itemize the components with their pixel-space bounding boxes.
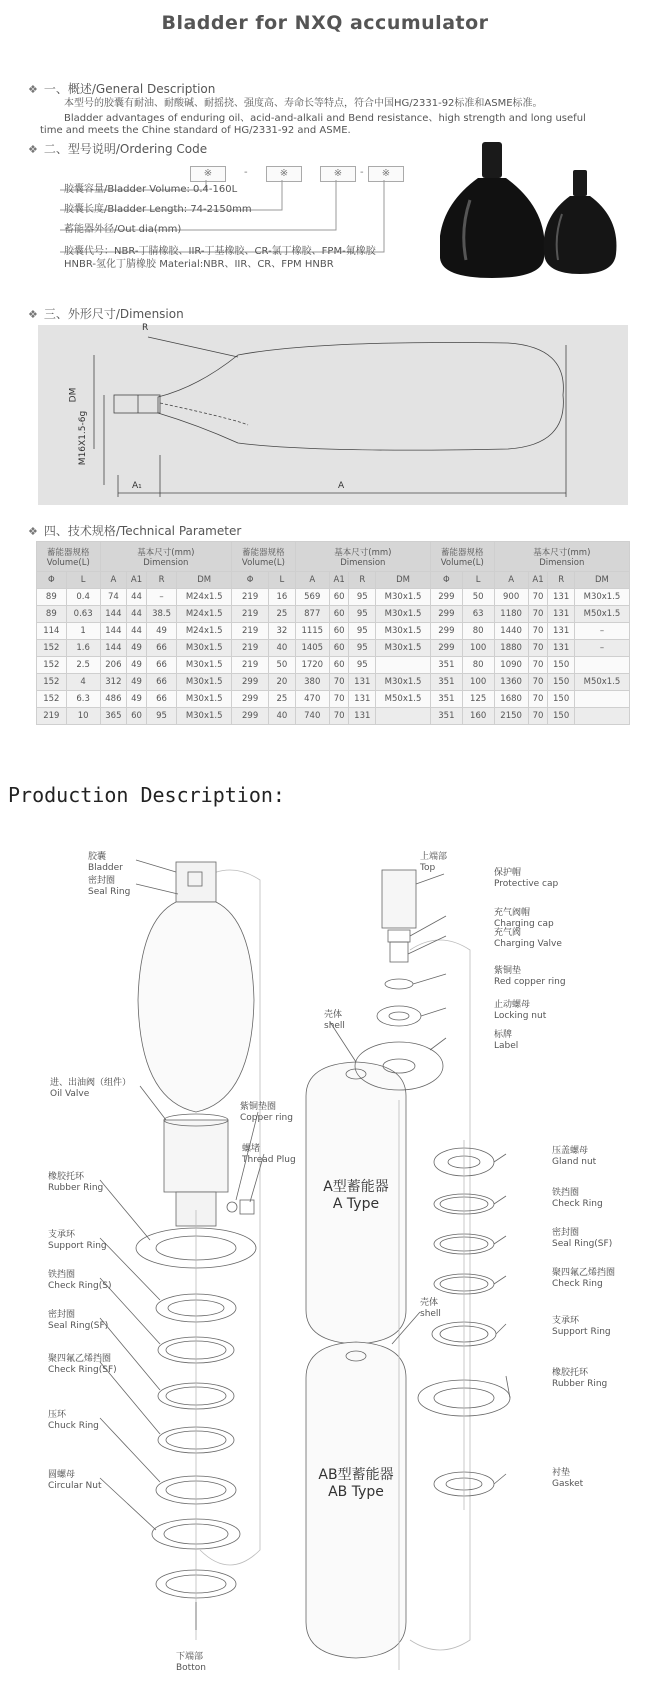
- dim-a-label: A: [338, 481, 345, 491]
- table-cell: 131: [349, 691, 376, 708]
- col-a: A: [295, 572, 329, 589]
- table-cell: 0.4: [66, 589, 100, 606]
- table-cell: M24x1.5: [177, 606, 232, 623]
- table-cell: 4: [66, 674, 100, 691]
- table-cell: 49: [127, 674, 147, 691]
- label-seal-ring-sf-r: 密封圈 Seal Ring(SF): [552, 1228, 613, 1249]
- diamond-bullet-icon: ❖: [28, 525, 38, 538]
- table-row: [37, 640, 630, 657]
- table-cell: 70: [528, 674, 548, 691]
- table-cell: M30x1.5: [574, 589, 629, 606]
- table-cell: M30x1.5: [177, 640, 232, 657]
- table-cell: 486: [100, 691, 127, 708]
- table-cell: 1880: [494, 640, 528, 657]
- table-cell: 1360: [494, 674, 528, 691]
- label-shell-ab: 壳体 shell: [420, 1298, 441, 1319]
- table-cell: 74: [100, 589, 127, 606]
- label-support-ring-r: 支承环 Support Ring: [552, 1316, 611, 1337]
- table-cell: 152: [37, 640, 67, 657]
- table-group-header: [37, 542, 630, 572]
- table-cell: 2.5: [66, 657, 100, 674]
- label-red-copper-ring: 紫铜垫 Red copper ring: [494, 966, 566, 987]
- dim-m16-label: M16X1.5-6g: [78, 410, 89, 466]
- label-check-ring-s: 铁挡圈 Check Ring(S): [48, 1270, 112, 1291]
- table-cell: 152: [37, 657, 67, 674]
- group-dim: 基本尺寸(mm) Dimension: [295, 542, 430, 572]
- table-row: [37, 606, 630, 623]
- label-check-ring-r: 铁挡圈 Check Ring: [552, 1188, 603, 1209]
- table-cell: M30x1.5: [376, 623, 431, 640]
- diamond-bullet-icon: ❖: [28, 308, 38, 321]
- table-cell: 152: [37, 691, 67, 708]
- table-cell: 66: [146, 640, 176, 657]
- table-cell: 299: [430, 606, 462, 623]
- col-r: R: [548, 572, 575, 589]
- label-protective-cap: 保护帽 Protective cap: [494, 868, 559, 889]
- table-cell: M30x1.5: [376, 606, 431, 623]
- table-cell: 351: [430, 657, 462, 674]
- general-en-text-1: Bladder advantages of enduring oil、acid-and-alkali and Bend resistance、high strength and long useful: [64, 113, 586, 124]
- table-cell: 20: [269, 674, 296, 691]
- table-cell: 40: [269, 708, 296, 725]
- ordering-outdia: 蓄能器外径/Out dia(mm): [64, 224, 182, 235]
- table-cell: 1720: [295, 657, 329, 674]
- dim-a1-label: A₁: [132, 481, 142, 491]
- table-cell: 299: [430, 623, 462, 640]
- label-circular-nut: 圆螺母 Circular Nut: [48, 1470, 102, 1491]
- table-cell: 160: [462, 708, 494, 725]
- production-heading: Production Description:: [8, 783, 285, 807]
- table-cell: M50x1.5: [574, 674, 629, 691]
- table-cell: M30x1.5: [177, 674, 232, 691]
- table-cell: 89: [37, 589, 67, 606]
- group-vol: 蓄能器规格 Volume(L): [232, 542, 296, 572]
- table-cell: 60: [329, 606, 349, 623]
- dimension-drawing-panel: [38, 325, 628, 505]
- ab-type-label: AB型蓄能器 AB Type: [318, 1467, 394, 1500]
- col-phi: Φ: [430, 572, 462, 589]
- table-cell: 144: [100, 606, 127, 623]
- col-dm: DM: [574, 572, 629, 589]
- label-rubber-ring: 橡胶托环 Rubber Ring: [48, 1172, 104, 1193]
- table-cell: [376, 708, 431, 725]
- table-cell: 10: [66, 708, 100, 725]
- table-row: [37, 589, 630, 606]
- table-cell: 219: [232, 640, 269, 657]
- group-vol: 蓄能器规格 Volume(L): [37, 542, 101, 572]
- label-seal-ring-sf: 密封圈 Seal Ring(SF): [48, 1310, 109, 1331]
- table-cell: 219: [232, 589, 269, 606]
- label-shell-a: 壳体 shell: [324, 1010, 345, 1031]
- table-cell: M30x1.5: [376, 640, 431, 657]
- table-cell: 219: [37, 708, 67, 725]
- ordering-code-2: HNBR-氢化丁腈橡胶 Material:NBR、IIR、CR、FPM HNBR: [64, 259, 334, 270]
- table-cell: 1680: [494, 691, 528, 708]
- group-dim: 基本尺寸(mm) Dimension: [494, 542, 629, 572]
- dimension-heading: ❖ 三、外形尺寸/Dimension: [28, 307, 184, 321]
- table-cell: 70: [528, 589, 548, 606]
- table-cell: 1.6: [66, 640, 100, 657]
- ordering-length: 胶囊长度/Bladder Length: 74-2150mm: [64, 204, 252, 215]
- code-box-material: ※: [368, 166, 404, 182]
- table-cell: 49: [146, 623, 176, 640]
- table-cell: 1440: [494, 623, 528, 640]
- table-cell: 60: [329, 640, 349, 657]
- table-cell: 70: [528, 657, 548, 674]
- label-seal-ring: 密封圈 Seal Ring: [88, 876, 131, 897]
- table-cell: M30x1.5: [376, 674, 431, 691]
- table-cell: –: [574, 623, 629, 640]
- table-cell: 1180: [494, 606, 528, 623]
- label-copper-ring: 紫铜垫圈 Copper ring: [240, 1102, 293, 1123]
- table-cell: 95: [349, 623, 376, 640]
- col-dm: DM: [376, 572, 431, 589]
- table-cell: 70: [528, 606, 548, 623]
- table-cell: 125: [462, 691, 494, 708]
- label-rubber-ring-r: 橡胶托环 Rubber Ring: [552, 1368, 608, 1389]
- table-cell: 131: [548, 623, 575, 640]
- table-cell: 44: [127, 623, 147, 640]
- table-cell: 49: [127, 657, 147, 674]
- table-cell: 131: [548, 640, 575, 657]
- table-cell: [574, 657, 629, 674]
- table-cell: 50: [462, 589, 494, 606]
- table-cell: 0.63: [66, 606, 100, 623]
- table-cell: 70: [329, 708, 349, 725]
- diamond-bullet-icon: ❖: [28, 143, 38, 156]
- table-cell: 70: [528, 623, 548, 640]
- general-en-text-2: time and meets the Chine standard of HG/2331-92 and ASME.: [40, 125, 351, 136]
- label-charging-valve: 充气阀 Charging Valve: [494, 928, 562, 949]
- table-cell: 80: [462, 657, 494, 674]
- table-cell: 219: [232, 623, 269, 640]
- general-cn-text: 本型号的胶囊有耐油、耐酸碱、耐摇挠、强度高、寿命长等特点，符合中国HG/2331-92标准和ASME标准。: [64, 98, 543, 109]
- label-gland-nut: 压盖螺母 Gland nut: [552, 1146, 597, 1167]
- table-cell: M24x1.5: [177, 589, 232, 606]
- table-cell: 70: [528, 691, 548, 708]
- bladder-photo: [440, 140, 630, 280]
- code-box-length: ※: [266, 166, 302, 182]
- table-cell: 100: [462, 640, 494, 657]
- table-cell: 95: [349, 657, 376, 674]
- table-cell: 131: [349, 708, 376, 725]
- col-a: A: [100, 572, 127, 589]
- table-cell: 1090: [494, 657, 528, 674]
- technical-table-wrap: [36, 541, 630, 725]
- table-row: [37, 623, 630, 640]
- label-botton: 下端部 Botton: [176, 1652, 206, 1673]
- table-cell: 144: [100, 640, 127, 657]
- table-cell: 66: [146, 674, 176, 691]
- code-box-outdia: ※: [320, 166, 356, 182]
- table-cell: –: [574, 640, 629, 657]
- table-cell: 95: [146, 708, 176, 725]
- table-cell: 219: [232, 657, 269, 674]
- table-cell: 299: [232, 708, 269, 725]
- table-cell: 95: [349, 589, 376, 606]
- table-cell: 569: [295, 589, 329, 606]
- table-cell: 152: [37, 674, 67, 691]
- group-vol: 蓄能器规格 Volume(L): [430, 542, 494, 572]
- dim-r-label: R: [142, 323, 149, 333]
- table-cell: 100: [462, 674, 494, 691]
- table-cell: 150: [548, 708, 575, 725]
- table-cell: 95: [349, 640, 376, 657]
- col-phi: Φ: [37, 572, 67, 589]
- table-cell: 44: [127, 606, 147, 623]
- table-column-header: [37, 572, 630, 589]
- table-cell: 16: [269, 589, 296, 606]
- label-label: 标牌 Label: [494, 1030, 519, 1051]
- label-gasket: 衬垫 Gasket: [552, 1468, 584, 1489]
- code-dash: -: [244, 167, 248, 178]
- group-dim: 基本尺寸(mm) Dimension: [100, 542, 232, 572]
- table-cell: [376, 657, 431, 674]
- table-cell: 6.3: [66, 691, 100, 708]
- col-l: L: [66, 572, 100, 589]
- col-phi: Φ: [232, 572, 269, 589]
- col-a1: A1: [329, 572, 349, 589]
- col-r: R: [146, 572, 176, 589]
- table-cell: 150: [548, 674, 575, 691]
- label-thread-plug: 螺堵 Thread Plug: [242, 1144, 296, 1165]
- table-cell: 299: [430, 640, 462, 657]
- table-cell: 877: [295, 606, 329, 623]
- table-cell: 351: [430, 691, 462, 708]
- table-cell: 740: [295, 708, 329, 725]
- table-cell: M30x1.5: [177, 691, 232, 708]
- table-cell: 365: [100, 708, 127, 725]
- col-l: L: [462, 572, 494, 589]
- table-cell: M50x1.5: [376, 691, 431, 708]
- label-check-ring-sf: 聚四氟乙烯挡圈 Check Ring(SF): [48, 1354, 117, 1375]
- label-locking-nut: 止动螺母 Locking nut: [494, 1000, 547, 1021]
- label-support-ring: 支承环 Support Ring: [48, 1230, 107, 1251]
- table-cell: [574, 691, 629, 708]
- table-cell: 60: [329, 657, 349, 674]
- label-bladder: 胶囊 Bladder: [88, 852, 123, 873]
- col-a1: A1: [127, 572, 147, 589]
- table-cell: 32: [269, 623, 296, 640]
- table-cell: 1405: [295, 640, 329, 657]
- ordering-code-1: 胶囊代号：NBR-丁腈橡胶、IIR-丁基橡胶、CR-氯丁橡胶、FPM-氟橡胶: [64, 246, 376, 257]
- col-r: R: [349, 572, 376, 589]
- table-cell: 80: [462, 623, 494, 640]
- label-charging-cap: 充气阀帽 Charging cap: [494, 908, 554, 929]
- table-row: [37, 691, 630, 708]
- table-cell: –: [146, 589, 176, 606]
- table-cell: M30x1.5: [177, 657, 232, 674]
- table-cell: 25: [269, 691, 296, 708]
- table-cell: 49: [127, 691, 147, 708]
- page-title: Bladder for NXQ accumulator: [161, 12, 489, 34]
- ordering-volume: 胶囊容量/Bladder Volume: 0.4-160L: [64, 184, 238, 195]
- diamond-bullet-icon: ❖: [28, 83, 38, 96]
- table-cell: [574, 708, 629, 725]
- table-cell: 470: [295, 691, 329, 708]
- table-cell: 312: [100, 674, 127, 691]
- table-cell: 40: [269, 640, 296, 657]
- table-cell: 60: [329, 589, 349, 606]
- bladder-dimension-drawing: [38, 325, 628, 505]
- table-row: [37, 708, 630, 725]
- table-cell: 89: [37, 606, 67, 623]
- code-box-volume: ※: [190, 166, 226, 182]
- table-cell: 66: [146, 691, 176, 708]
- table-cell: 380: [295, 674, 329, 691]
- table-cell: 44: [127, 589, 147, 606]
- label-oil-valve: 进、出油阀（组件） Oil Valve: [50, 1078, 132, 1099]
- table-cell: 2150: [494, 708, 528, 725]
- table-cell: 95: [349, 606, 376, 623]
- table-cell: 50: [269, 657, 296, 674]
- table-cell: 206: [100, 657, 127, 674]
- table-cell: 60: [127, 708, 147, 725]
- table-cell: 144: [100, 623, 127, 640]
- table-cell: 131: [548, 606, 575, 623]
- table-cell: 299: [232, 674, 269, 691]
- table-cell: 66: [146, 657, 176, 674]
- table-cell: 70: [329, 674, 349, 691]
- table-row: [37, 674, 630, 691]
- table-cell: 63: [462, 606, 494, 623]
- table-cell: 60: [329, 623, 349, 640]
- table-cell: M30x1.5: [177, 708, 232, 725]
- table-cell: 114: [37, 623, 67, 640]
- col-dm: DM: [177, 572, 232, 589]
- table-row: [37, 657, 630, 674]
- table-cell: 70: [329, 691, 349, 708]
- table-cell: 38.5: [146, 606, 176, 623]
- technical-heading: ❖ 四、技术规格/Technical Parameter: [28, 524, 242, 538]
- table-cell: M30x1.5: [376, 589, 431, 606]
- table-cell: 299: [232, 691, 269, 708]
- table-cell: 1115: [295, 623, 329, 640]
- label-chuck-ring: 压环 Chuck Ring: [48, 1410, 99, 1431]
- table-cell: 150: [548, 657, 575, 674]
- table-cell: 900: [494, 589, 528, 606]
- a-type-label: A型蓄能器 A Type: [323, 1179, 389, 1212]
- table-cell: 70: [528, 708, 548, 725]
- table-cell: 150: [548, 691, 575, 708]
- table-cell: M50x1.5: [574, 606, 629, 623]
- table-cell: 351: [430, 674, 462, 691]
- dim-dm-label: DM: [68, 387, 79, 403]
- table-cell: 351: [430, 708, 462, 725]
- table-cell: 25: [269, 606, 296, 623]
- table-cell: 131: [349, 674, 376, 691]
- label-top: 上端部 Top: [420, 852, 448, 873]
- col-a: A: [494, 572, 528, 589]
- col-l: L: [269, 572, 296, 589]
- table-cell: 219: [232, 606, 269, 623]
- table-cell: 131: [548, 589, 575, 606]
- general-heading: ❖ 一、概述/General Description: [28, 82, 216, 96]
- code-dash: -: [360, 167, 364, 178]
- ordering-heading: ❖ 二、型号说明/Ordering Code: [28, 142, 208, 156]
- label-check-ring-ptfe-r: 聚四氟乙烯挡圈 Check Ring: [552, 1268, 616, 1289]
- table-cell: 49: [127, 640, 147, 657]
- table-cell: M24x1.5: [177, 623, 232, 640]
- col-a1: A1: [528, 572, 548, 589]
- table-cell: 1: [66, 623, 100, 640]
- technical-table: [36, 541, 630, 725]
- table-cell: 299: [430, 589, 462, 606]
- table-cell: 70: [528, 640, 548, 657]
